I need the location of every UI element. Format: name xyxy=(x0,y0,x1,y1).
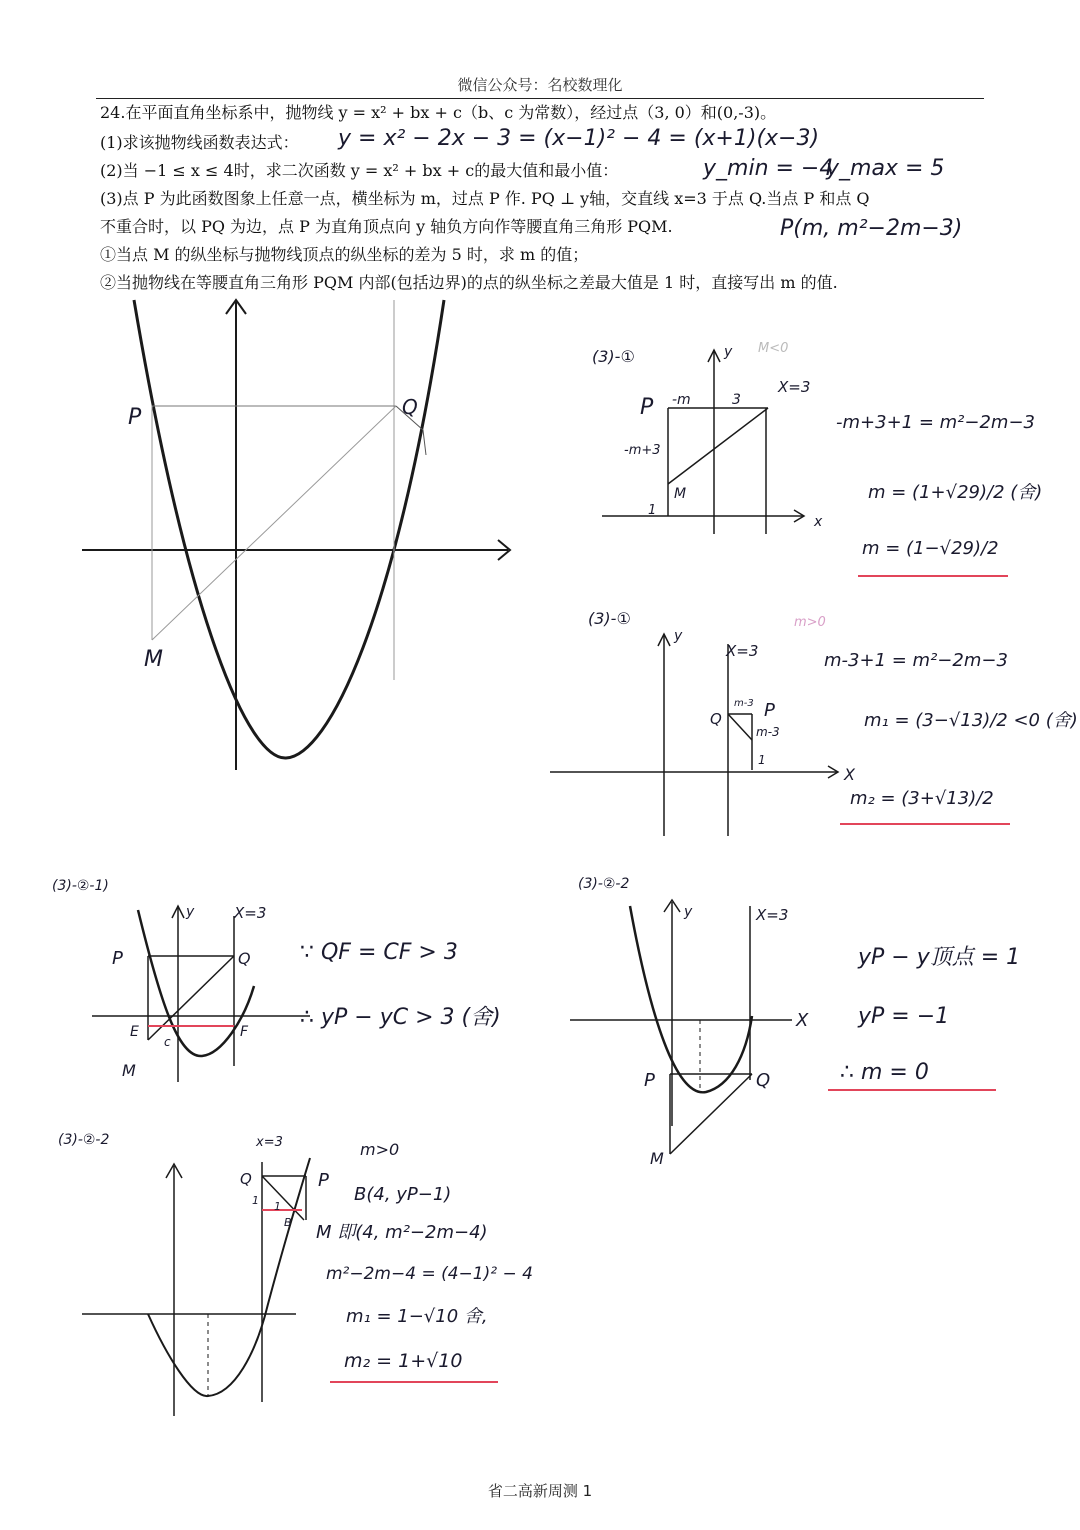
question-3-line-1: (3)点 P 为此函数图象上任意一点，横坐标为 m，过点 P 作. PQ ⊥ y轴，交直线 x=3 于点 Q.当点 P 和点 Q xyxy=(100,189,870,208)
side-length-label: -m+3 xyxy=(624,443,661,458)
x-equals-3-label: X=3 xyxy=(234,904,267,922)
figure-3-2-case-2 xyxy=(566,866,836,1166)
parabola-curve xyxy=(630,906,752,1092)
side-length-label: m-3 xyxy=(756,725,780,739)
parabola-curve xyxy=(148,1158,310,1396)
note-c-2: ∴ yP − yC > 3 (舍) xyxy=(300,1005,501,1030)
line-e-1: B(4, yP−1) xyxy=(354,1184,452,1205)
label-c: c xyxy=(164,1035,171,1049)
solution-a-2: m = (1−√29)/2 xyxy=(862,538,999,559)
segment-left-label: -m xyxy=(672,392,691,408)
header-rule xyxy=(96,98,984,99)
segment-qm xyxy=(668,408,768,484)
unit-one-b: 1 xyxy=(274,1200,281,1213)
label-q: Q xyxy=(240,1170,252,1188)
label-p: P xyxy=(318,1170,329,1191)
sub-question-2: ②当抛物线在等腰直角三角形 PQM 内部(包括边界)的点的纵坐标之差最大值是 1 时，直接写出 m 的值. xyxy=(100,273,838,292)
line-e-5: m₂ = 1+√10 xyxy=(344,1350,463,1372)
point-p-note: P(m, m²−2m−3) xyxy=(780,216,963,241)
part-tag: (3)-① xyxy=(588,609,631,628)
x-label: x xyxy=(814,514,823,530)
label-p: P xyxy=(764,700,775,721)
label-q: Q xyxy=(710,710,722,728)
label-q: Q xyxy=(238,949,251,968)
condition-note: m>0 xyxy=(360,1140,400,1159)
main-parabola-figure xyxy=(78,290,518,780)
answer-2-max: y_max = 5 xyxy=(826,156,945,181)
figure-3-1-m-positive xyxy=(548,604,855,839)
underline-d xyxy=(826,1084,1006,1096)
page-header: 微信公众号：名校数理化 xyxy=(457,76,623,94)
line-e-2: M 即(4, m²−2m−4) xyxy=(316,1222,488,1243)
parabola-curve xyxy=(134,300,444,758)
label-q: Q xyxy=(756,1070,771,1091)
x-label: X xyxy=(796,1010,809,1031)
condition-note: M<0 xyxy=(758,341,789,356)
segment-qm xyxy=(728,714,752,740)
answer-1: y = x² − 2x − 3 = (x−1)² − 4 = (x+1)(x−3) xyxy=(338,126,820,151)
segment-qm xyxy=(670,1074,752,1154)
line-e-3: m²−2m−4 = (4−1)² − 4 xyxy=(326,1264,533,1284)
problem-statement: 24.在平面直角坐标系中，抛物线 y = x² + bx + c（b、c 为常数），经过点（3, 0）和(0,-3)。 xyxy=(100,103,777,122)
label-q: Q xyxy=(402,395,418,419)
label-m: M xyxy=(674,486,687,502)
label-m: M xyxy=(650,1149,664,1168)
label-f: F xyxy=(240,1024,249,1040)
label-e: E xyxy=(130,1024,139,1040)
part-tag: (3)-②-1) xyxy=(52,878,109,894)
segment-qm xyxy=(152,406,396,640)
label-m: M xyxy=(144,647,163,672)
segment-qm xyxy=(148,956,234,1040)
y-label: y xyxy=(186,904,195,920)
x-equals-3-label: X=3 xyxy=(778,378,811,396)
underline-e xyxy=(328,1376,508,1388)
label-p: P xyxy=(640,395,654,420)
figure-3-2-case-1 xyxy=(48,870,318,1090)
parabola-curve xyxy=(138,910,254,1056)
y-label: y xyxy=(674,628,683,644)
y-label: y xyxy=(684,904,693,920)
question-1: (1)求该抛物线函数表达式： xyxy=(100,133,299,152)
x-equals-3-label: X=3 xyxy=(756,906,789,924)
top-length-label: m-3 xyxy=(734,698,754,709)
x-label: X xyxy=(844,765,855,784)
page-footer: 省二高新周测 1 xyxy=(487,1482,593,1500)
note-c-1: ∵ QF = CF > 3 xyxy=(300,940,458,965)
solution-b-1: m₁ = (3−√13)/2 <0 (舍) xyxy=(864,710,1078,731)
part-tag: (3)-① xyxy=(592,347,635,366)
x-equals-3-label: X=3 xyxy=(726,642,759,660)
label-b: B xyxy=(284,1216,292,1229)
solution-b-2: m₂ = (3+√13)/2 xyxy=(850,788,994,809)
question-2: (2)当 −1 ≤ x ≤ 4时，求二次函数 y = x² + bx + c的最大值和最小值： xyxy=(100,161,619,180)
condition-note: m>0 xyxy=(794,615,826,630)
question-3-line-2: 不重合时，以 PQ 为边，点 P 为直角顶点向 y 轴负方向作等腰直角三角形 PQM. xyxy=(100,217,673,236)
segment-right-label: 3 xyxy=(732,392,741,408)
underline-a xyxy=(856,570,1016,582)
part-tag: (3)-②-2 xyxy=(578,876,630,892)
y-label: y xyxy=(724,344,733,360)
solution-a-1: m = (1+√29)/2 (舍) xyxy=(868,482,1043,503)
unit-one-a: 1 xyxy=(252,1194,259,1207)
unit-one-label: 1 xyxy=(648,503,657,518)
answer-2-min: y_min = −4 xyxy=(703,156,834,181)
underline-b xyxy=(838,818,1018,830)
note-d-1: yP − y顶点 = 1 xyxy=(858,945,1021,970)
label-p: P xyxy=(128,405,142,430)
line-e-4: m₁ = 1−√10 舍, xyxy=(346,1306,488,1327)
sub-question-1: ①当点 M 的纵坐标与抛物线顶点的纵坐标的差为 5 时，求 m 的值； xyxy=(100,245,589,264)
note-d-2: yP = −1 xyxy=(858,1004,950,1029)
equation-a: -m+3+1 = m²−2m−3 xyxy=(836,412,1035,433)
part-tag: (3)-②-2 xyxy=(58,1132,110,1148)
note-d-3: ∴ m = 0 xyxy=(840,1060,929,1085)
x-equals-3-label: x=3 xyxy=(256,1135,283,1150)
figure-3-1-m-negative xyxy=(584,334,834,534)
figure-3-2-case-3 xyxy=(56,1124,346,1424)
equation-b: m-3+1 = m²−2m−3 xyxy=(824,650,1008,671)
label-p: P xyxy=(112,948,123,969)
label-m: M xyxy=(122,1061,136,1080)
label-p: P xyxy=(644,1070,655,1091)
unit-one-label: 1 xyxy=(758,753,766,767)
